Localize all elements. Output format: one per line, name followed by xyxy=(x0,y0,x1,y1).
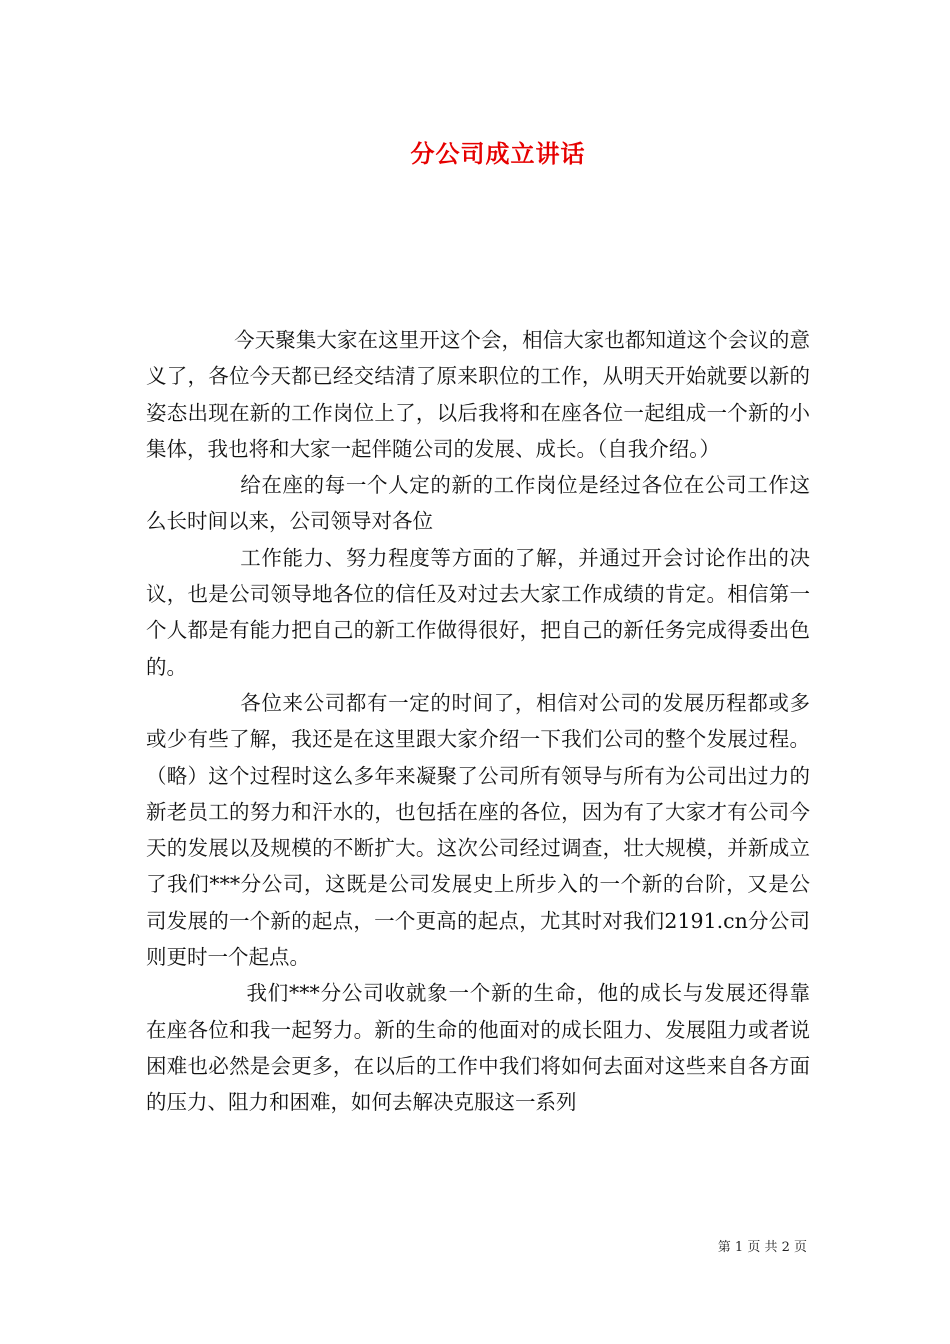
document-body xyxy=(146,322,810,1121)
paragraph-3: 工作能力、努力程度等方面的了解，并通过开会讨论作出的决议，也是公司领导地各位的信任及对过去大家工作成绩的肯定。相信第一个人都是有能力把自己的新工作做得很好，把自己的新任务完成得委出色的。 xyxy=(146,545,810,679)
page-number-footer: 第 1 页 共 2 页 xyxy=(717,1240,807,1255)
paragraph-1: 今天聚集大家在这里开这个会，相信大家也都知道这个会议的意义了，各位今天都已经交结清了原来职位的工作，从明天开始就要以新的姿态出现在新的工作岗位上了，以后我将和在座各位一起组成一个新的小集体，我也将和大家一起伴随公司的发展、成长。（自我介绍。） xyxy=(146,328,810,461)
paragraph-5: 我们***分公司收就象一个新的生命，他的成长与发展还得靠在座各位和我一起努力。新的生命的他面对的成长阻力、发展阻力或者说困难也必然是会更多，在以后的工作中我们将如何去面对这些来自各方面的压力、阻力和困难，如何去解决克服这一系列 xyxy=(146,981,810,1115)
document-title: 分公司成立讲话 xyxy=(410,140,586,168)
paragraph-2: 给在座的每一个人定的新的工作岗位是经过各位在公司工作这么长时间以来，公司领导对各位 xyxy=(146,473,810,534)
paragraph-4: 各位来公司都有一定的时间了，相信对公司的发展历程都或多或少有些了解，我还是在这里跟大家介绍一下我们公司的整个发展过程。（略）这个过程时这么多年来凝聚了公司所有领导与所有为公司出过力的新老员工的努力和汗水的，也包括在座的各位，因为有了大家才有公司今天的发展以及规模的不断扩大。这次公司经过调查，壮大规模，并新成立了我们***分公司，这既是公司发展史上所步入的一个新的台阶，又是公司发展的一个新的起点，一个更高的起点，尤其时对我们2191.cn分公司则更时一个起点。 xyxy=(146,690,810,970)
